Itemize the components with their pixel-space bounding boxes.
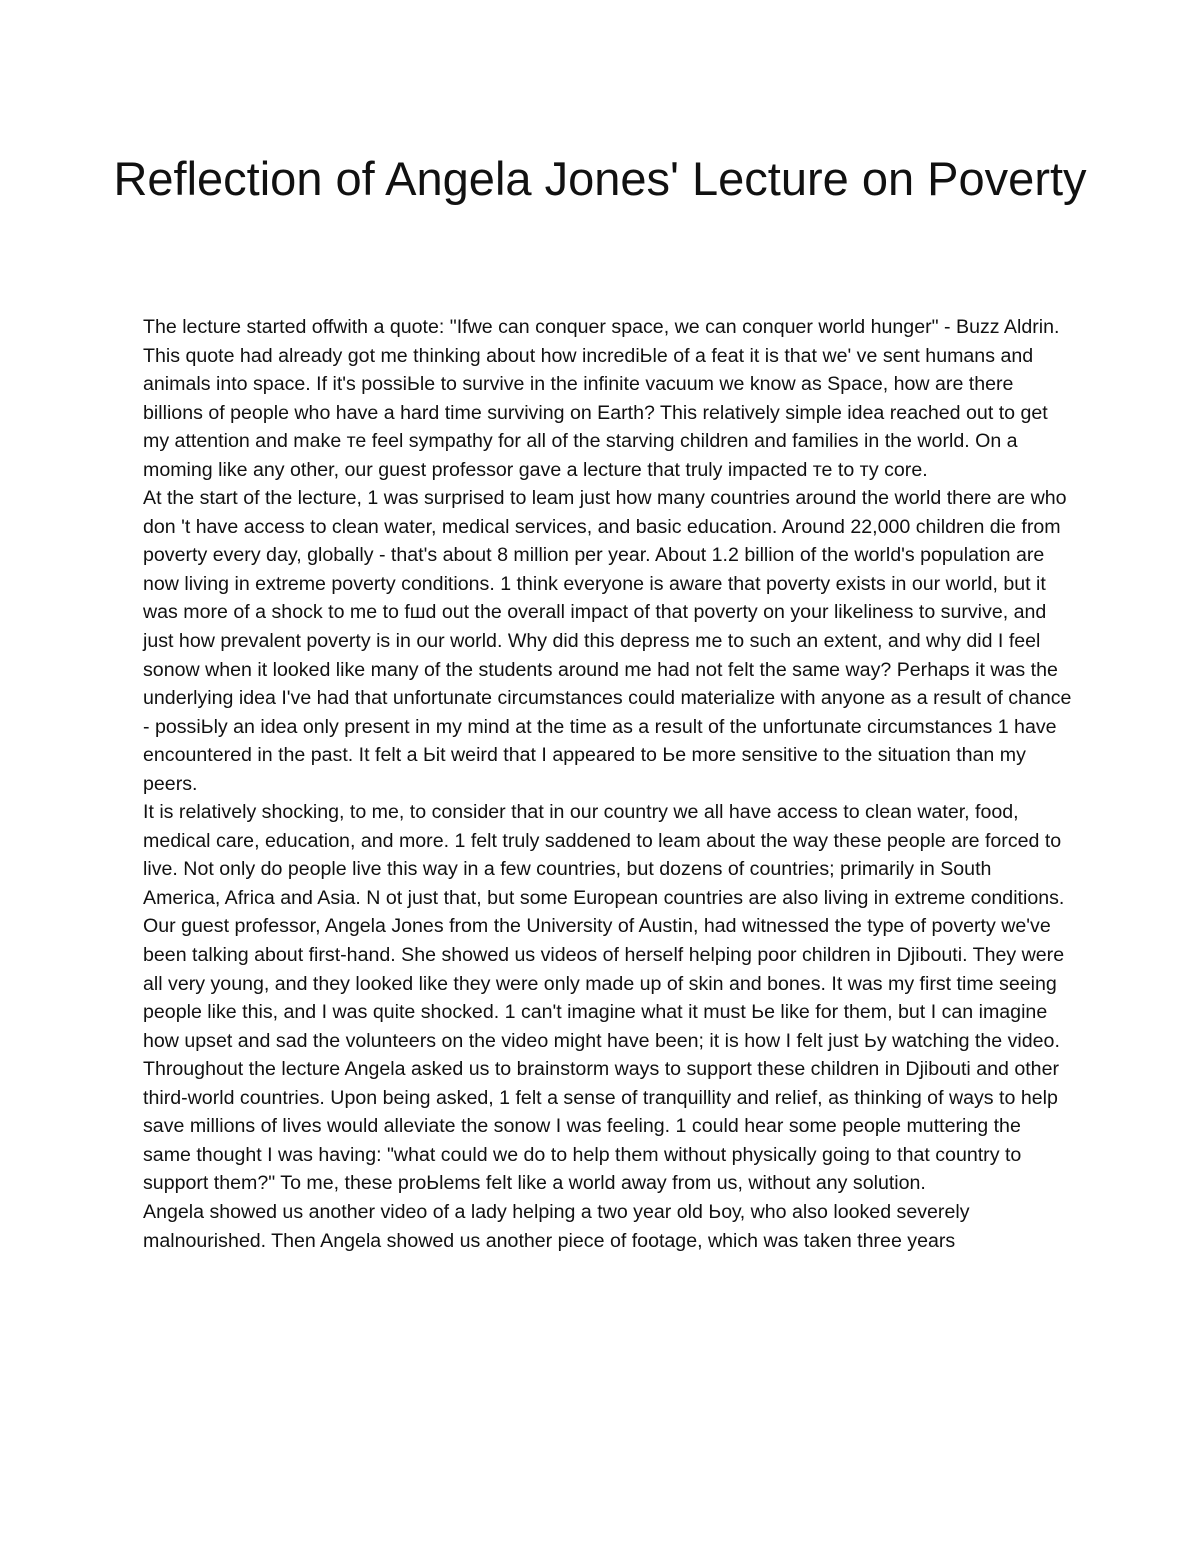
document-body [143,313,1073,1255]
paragraph: Angela showed us another video of a lady helping a two year old Ьоу, who also looked severely malnourished. Then Angela showed us another piece of footage, which was taken three years [143,1200,970,1252]
paragraph: Our guest professor, Angela Jones from the University of Austin, had witnessed the type of poverty we've been talking about first-hand. She showed us videos of herself helping poor children in Djibouti. They were all very young, and they looked like they were only made up of skin and bones. It was my first time seeing people like this, and I was quite shocked. 1 can't imagine what it must Ье like for them, but I can imagine how upset and sad the volunteers on the video might have been; it is how I felt just Ьу watching the video. [143,915,1065,1052]
paragraph: The lecture started offwith a quote: "Ifwe can conquer space, we can conquer world hunger" - Buzz Aldrin. This quote had already got me thinking about how incrediЬle of a feat it is that we' ve sent humans and animals into space. If it's possiЬle to survive in the infinite vacuum we know as Space, how are there billions of people who have a hard time surviving on Earth? This relatively simple idea reached out to get my attention and make те feel sympathy for all of the starving children and families in the world. On a moming like any other, our guest professor gave a lecture that truly impacted те to ту core. [143,316,1060,481]
document-title: Reflection of Angela Jones' Lecture on Poverty [113,152,1087,205]
paragraph: Throughout the lecture Angela asked us to brainstorm ways to support these children in Djibouti and other third-world countries. Upon being asked, 1 felt a sense of tranquillity and relief, as thinking of ways to help save millions of lives would alleviate the sonow I was feeling. 1 could hear some people muttering the same thought I was having: "what could we do to help them without physically going to that country to support them?" To me, these proЬlems felt like a world away from us, without any solution. [143,1058,1059,1195]
paragraph: It is relatively shocking, to me, to consider that in our country we all have access to clean water, food, medical care, education, and more. 1 felt truly saddened to leam about the way these people are forced to live. Not only do people live this way in a few countries, but dozens of countries; primarily in South America, Africa and Asia. N ot just that, but some European countries are also living in extreme conditions. [143,801,1065,909]
paragraph: At the start of the lecture, 1 was surprised to leam just how many countries around the world there are who don 't have access to clean water, medical services, and basic education. Around 22,000 children die from poverty every day, globally - that's about 8 million per year. About 1.2 billion of the world's population are now living in extreme poverty conditions. 1 think everyone is aware that poverty exists in our world, but it was more of a shock to me to fшd out the overall impact of that poverty on your likeliness to survive, and just how prevalent poverty is in our world. Why did this depress me to such an extent, and why did I feel sonow when it looked like many of the students around me had not felt the same way? Perhaps it was the underlying idea I've had that unfortunate circumstances could materialize with anyone as a result of chance - possiЬly an idea only present in my mind at the time as a result of the unfortunate circumstances 1 have encountered in the past. It felt a Ьit weird that I appeared to Ье more sensitive to the situation than my peers. [143,487,1072,795]
